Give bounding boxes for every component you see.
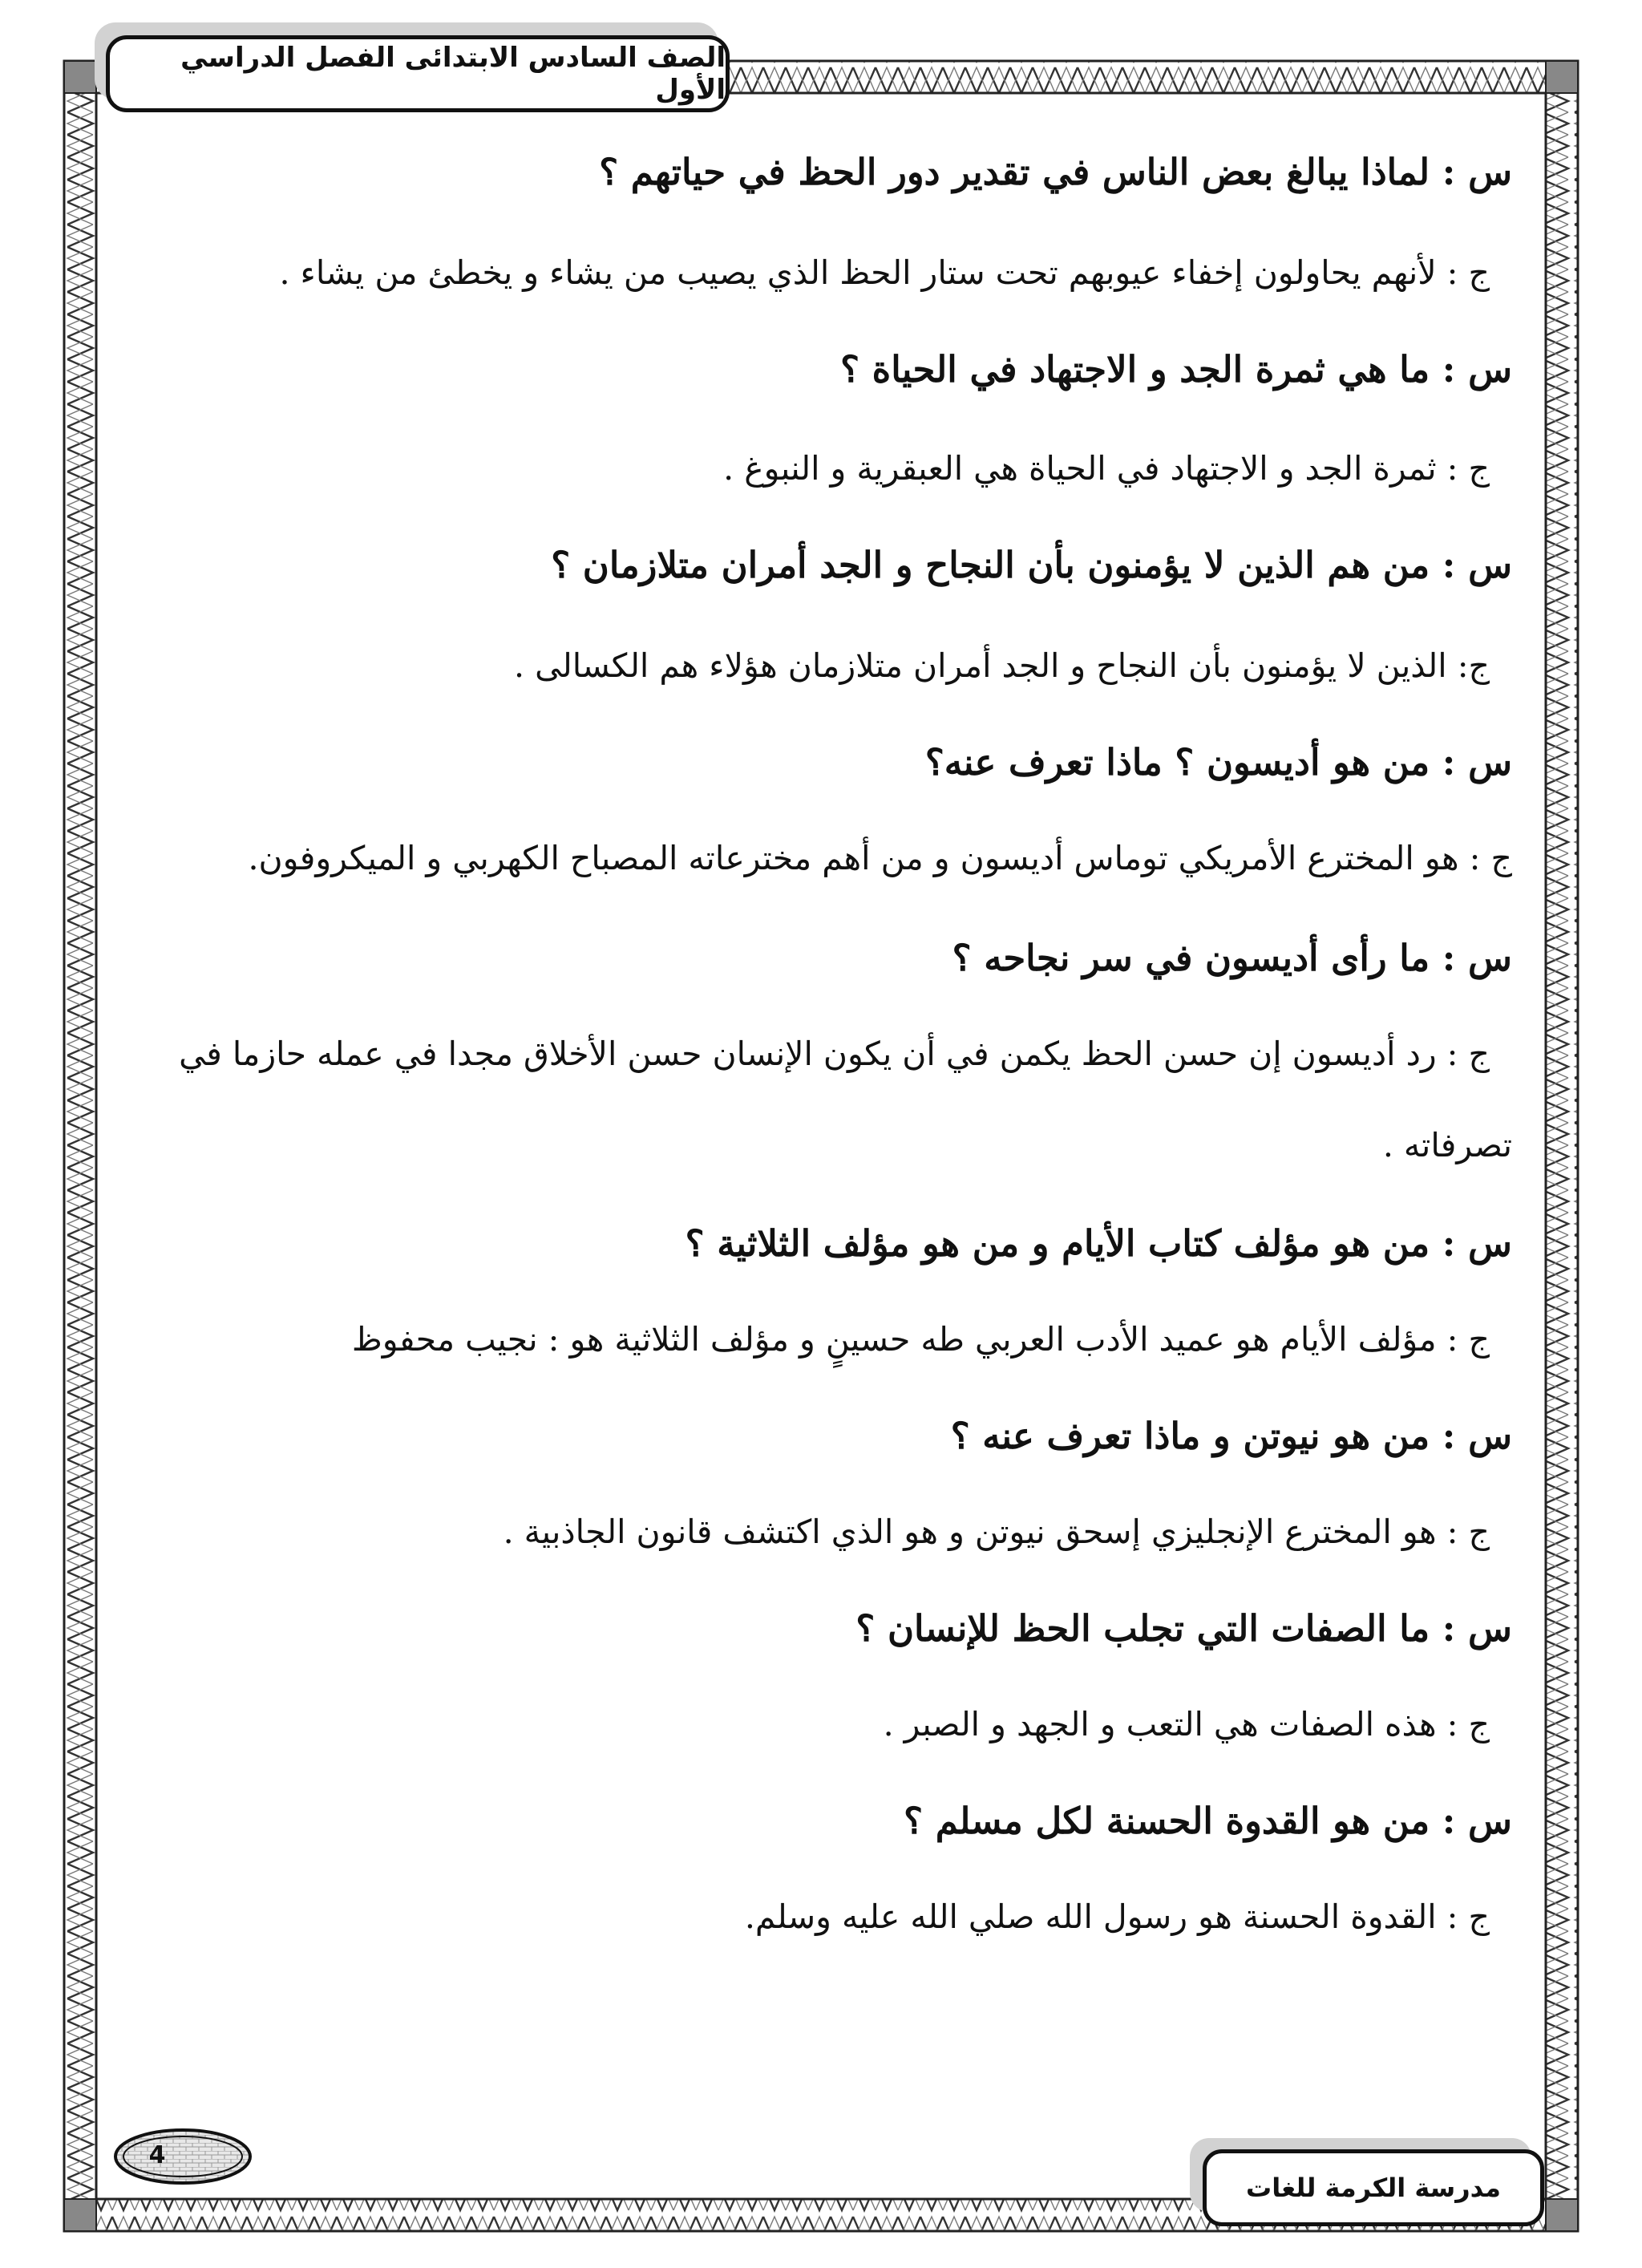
question-5: س : ما رأى أديسون في سر نجاحه ؟ (952, 937, 1512, 979)
answer-5-continuation: تصرفاته . (1382, 1126, 1512, 1164)
question-7: س : من هو نيوتن و ماذا تعرف عنه ؟ (950, 1415, 1512, 1457)
answer-5: ج : رد أديسون إن حسن الحظ يكمن في أن يكون الإنسان حسن الأخلاق مجدا في عمله حازما في (179, 1035, 1490, 1073)
header-title: الصف السادس الابتدائى الفصل الدراسي الأول (180, 42, 726, 106)
footer-tab (1203, 2149, 1544, 2226)
page-number: 4 (148, 2140, 166, 2169)
page-number-oval (112, 2127, 253, 2186)
question-4: س : من هو أديسون ؟ ماذا تعرف عنه؟ (924, 741, 1512, 784)
question-8: س : ما الصفات التي تجلب الحظ للإنسان ؟ (855, 1607, 1512, 1650)
header-tab (106, 35, 730, 112)
question-6: س : من هو مؤلف كتاب الأيام و من هو مؤلف الثلاثية ؟ (685, 1222, 1512, 1265)
answer-6: ج : مؤلف الأيام هو عميد الأدب العربي طه حسينٍ و مؤلف الثلاثية هو : نجيب محفوظ (351, 1320, 1490, 1359)
answer-7: ج : هو المخترع الإنجليزي إسحق نيوتن و هو الذي اكتشف قانون الجاذبية . (503, 1513, 1490, 1551)
question-3: س : من هم الذين لا يؤمنون بأن النجاح و الجد أمران متلازمان ؟ (551, 544, 1512, 586)
answer-2: ج : ثمرة الجد و الاجتهاد في الحياة هي العبقرية و النبوغ . (723, 449, 1490, 488)
school-name: مدرسة الكرمة للغات (1246, 2173, 1501, 2203)
question-1: س : لماذا يبالغ بعض الناس في تقدير دور الحظ في حياتهم ؟ (599, 151, 1512, 193)
answer-9: ج : القدوة الحسنة هو رسول الله صلي الله عليه وسلم. (744, 1897, 1490, 1936)
answer-3: ج: الذين لا يؤمنون بأن النجاح و الجد أمران متلازمان هؤلاء هم الكسالى . (514, 646, 1490, 685)
question-2: س : ما هي ثمرة الجد و الاجتهاد في الحياة ؟ (840, 348, 1512, 391)
question-9: س : من هو القدوة الحسنة لكل مسلم ؟ (904, 1800, 1512, 1842)
answer-1: ج : لأنهم يحاولون إخفاء عيوبهم تحت ستار الحظ الذي يصيب من يشاء و يخطئ من يشاء . (279, 253, 1490, 292)
answer-4: ج : هو المخترع الأمريكي توماس أديسون و من أهم مخترعاته المصباح الكهربي و الميكروفون. (248, 839, 1512, 877)
answer-8: ج : هذه الصفات هي التعب و الجهد و الصبر . (883, 1705, 1490, 1744)
